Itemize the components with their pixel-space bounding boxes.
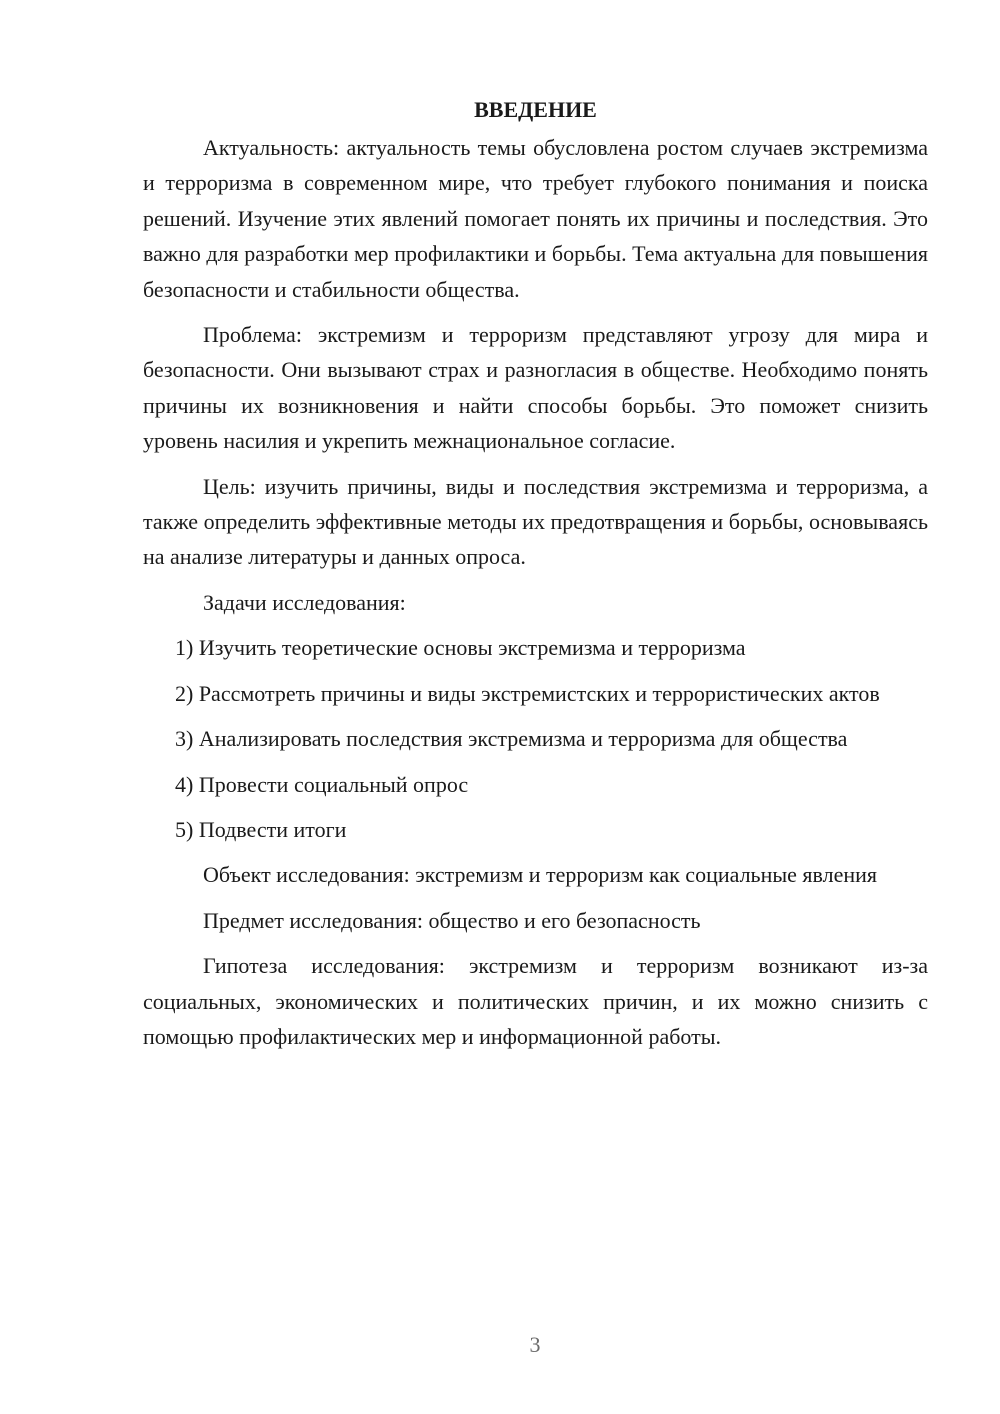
hypothesis-paragraph: Гипотеза исследования: экстремизм и терроризм возникают из-за социальных, экономических и политических причин, и их можно снизить с помощью профилактических мер и информационной работы. — [143, 953, 928, 1049]
task-item-2: 2) Рассмотреть причины и виды экстремистских и террористических актов — [175, 680, 880, 706]
problem-paragraph: Проблема: экстремизм и терроризм представляют угрозу для мира и безопасности. Они вызывают страх и разногласия в обществе. Необходимо понять причины их возникновения и найти способы борьбы. Это поможет снизить уровень насилия и укрепить межнациональное согласие. — [143, 322, 928, 454]
object-paragraph: Объект исследования: экстремизм и терроризм как социальные явления — [203, 862, 878, 888]
task-item-5: 5) Подвести итоги — [175, 816, 347, 842]
section-title: ВВЕДЕНИЕ — [474, 97, 597, 122]
relevance-paragraph: Актуальность: актуальность темы обусловлена ростом случаев экстремизма и терроризма в современном мире, что требует глубокого понимания и поиска решений. Изучение этих явлений помогает понять их причины и последствия. Это важно для разработки мер профилактики и борьбы. Тема актуальна для повышения безопасности и стабильности общества. — [143, 135, 928, 302]
tasks-heading: Задачи исследования: — [203, 589, 406, 615]
goal-paragraph: Цель: изучить причины, виды и последствия экстремизма и терроризма, а также определить эффективные методы их предотвращения и борьбы, основываясь на анализе литературы и данных опроса. — [143, 473, 928, 570]
task-item-1: 1) Изучить теоретические основы экстремизма и терроризма — [175, 635, 746, 661]
document-page — [143, 92, 928, 1064]
subject-paragraph: Предмет исследования: общество и его безопасность — [203, 907, 701, 933]
task-item-4: 4) Провести социальный опрос — [175, 771, 469, 797]
task-item-3: 3) Анализировать последствия экстремизма и терроризма для общества — [175, 726, 848, 752]
page-number: 3 — [529, 1332, 541, 1357]
